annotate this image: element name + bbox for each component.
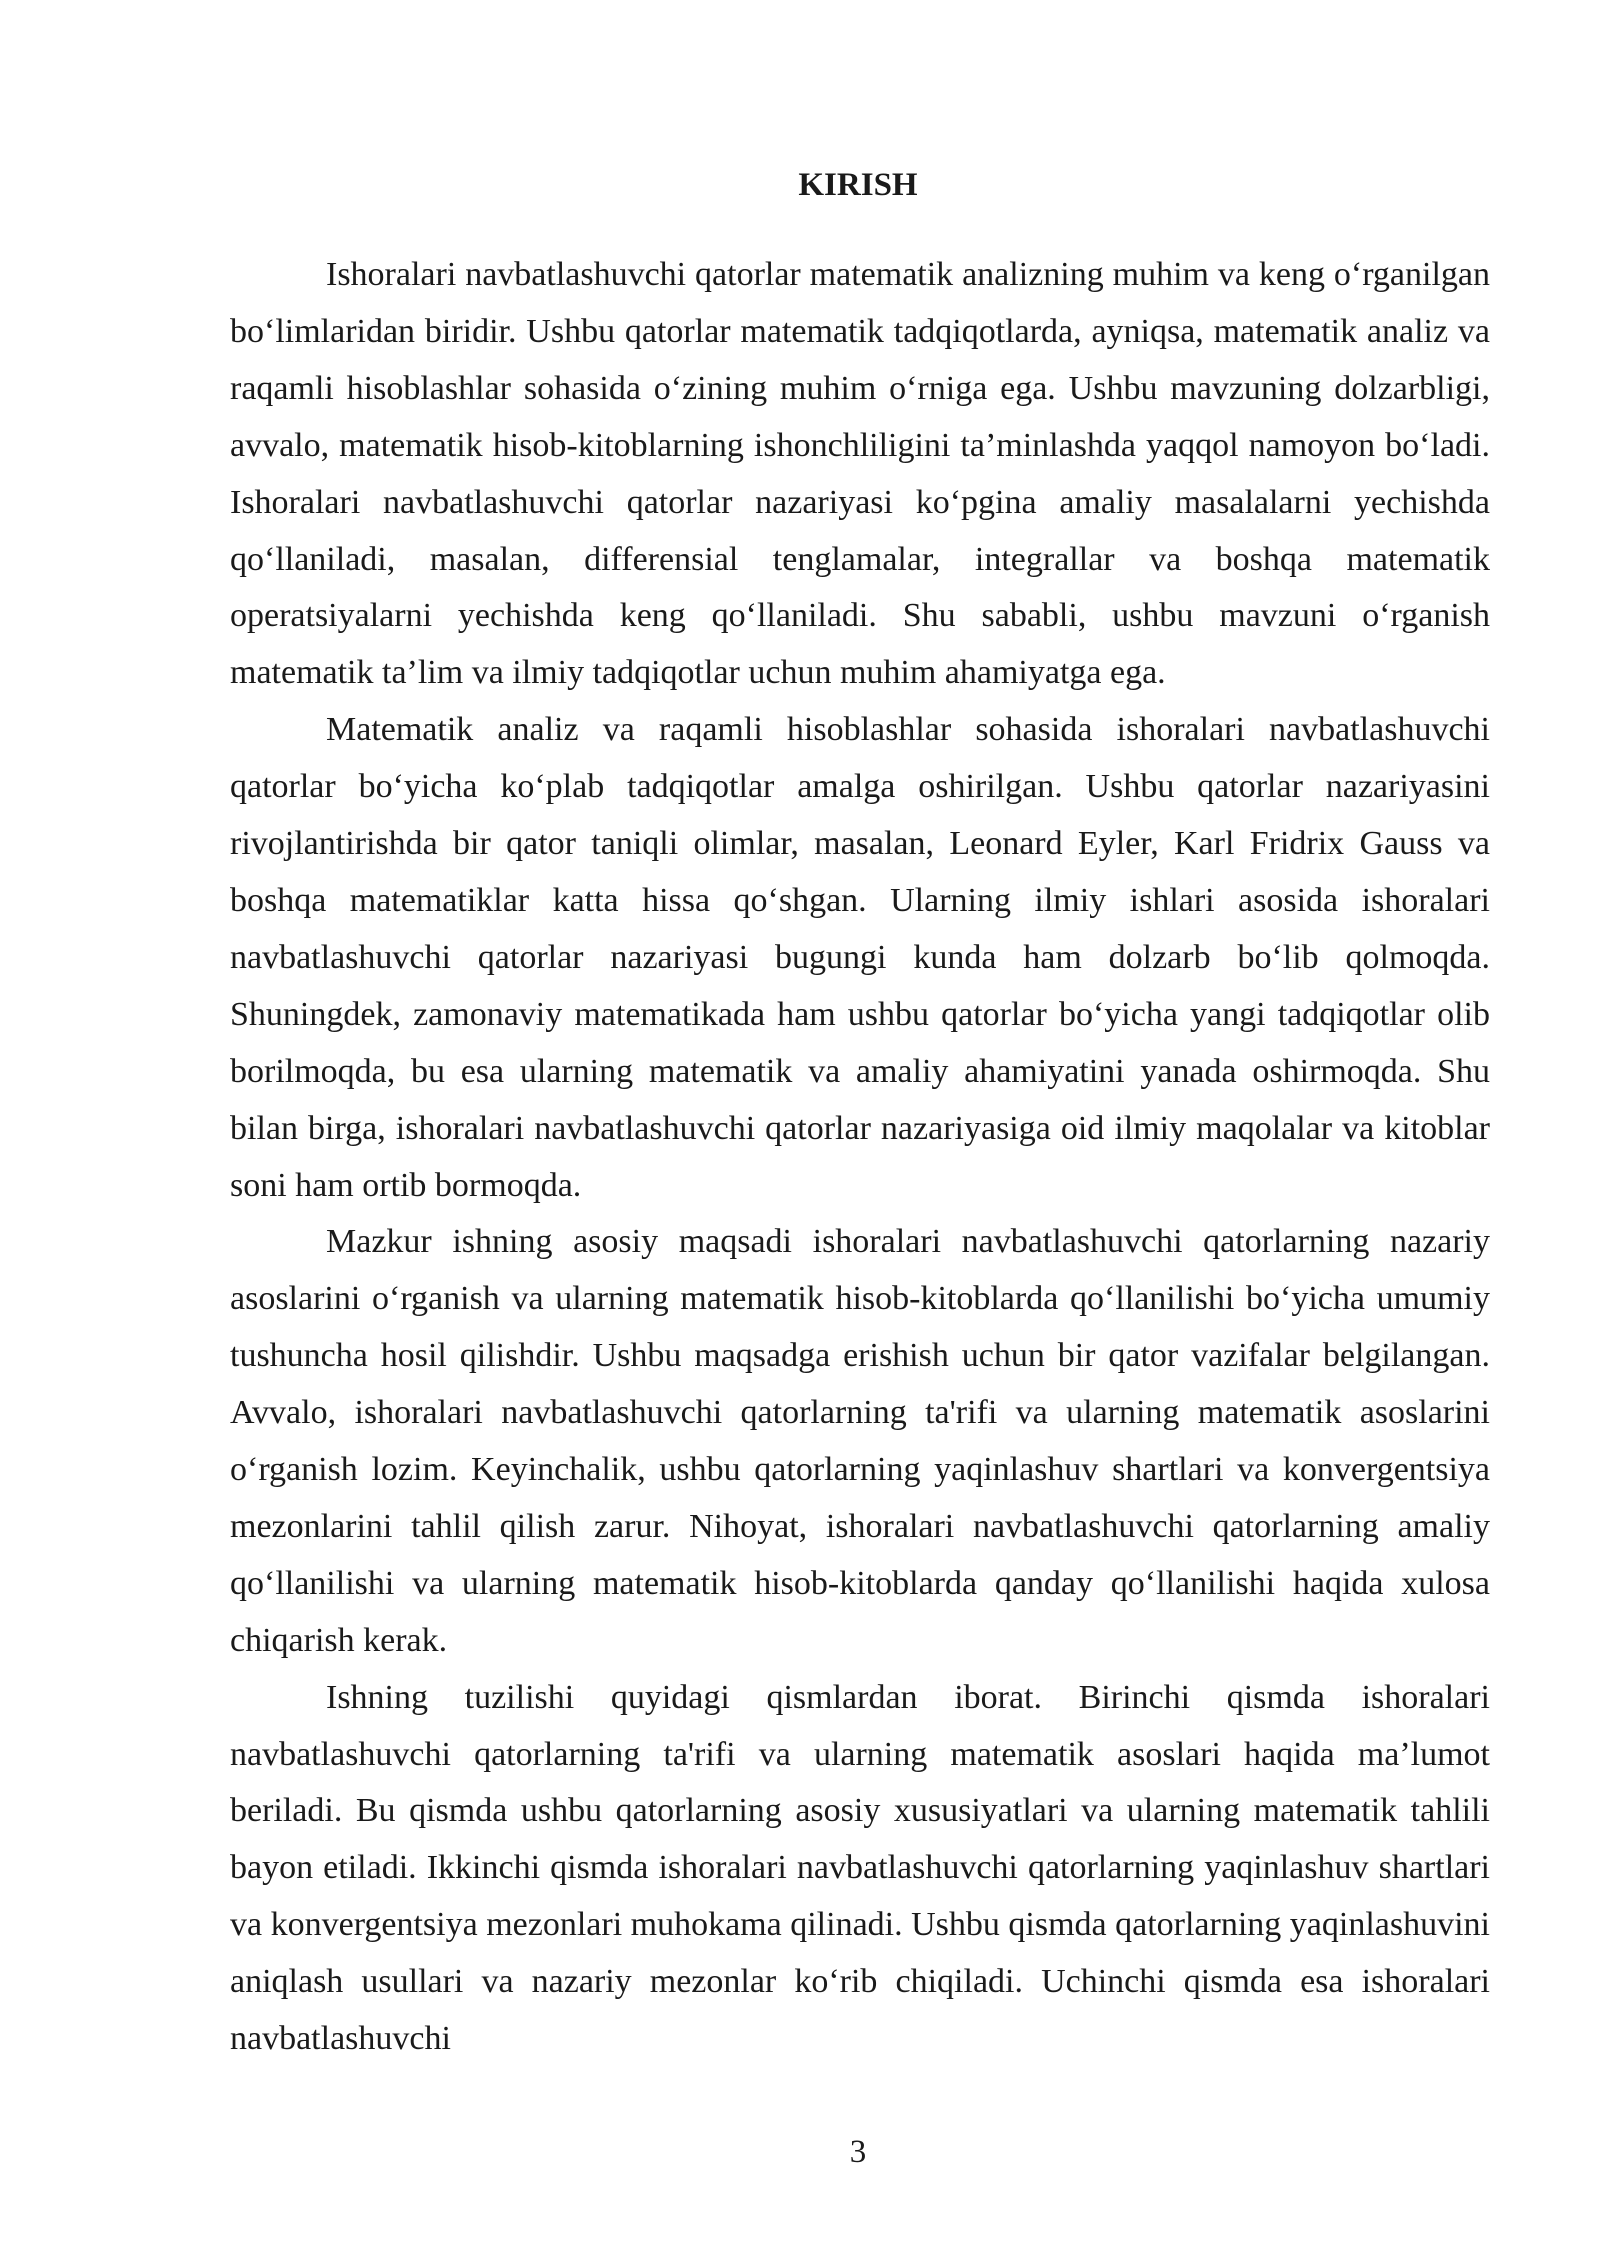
paragraph: Ishning tuzilishi quyidagi qismlardan iborat. Birinchi qismda ishoralari navbatlashuvchi qatorlarning ta'rifi va ularning matematik asoslari haqida ma’lumot beriladi. Bu qismda ushbu qatorlarning asosiy xususiyatlari va ularning matematik tahlili bayon etiladi. Ikkinchi qismda ishoralari navbatlashuvchi qatorlarning yaqinlashuv shartlari va konvergentsiya mezonlari muhokama qilinadi. Ushbu qismda qatorlarning yaqinlashuvini aniqlash usullari va nazariy mezonlar ko‘rib chiqiladi. Uchinchi qismda esa ishoralari navbatlashuvchi xyxy=(230,1678,1490,2058)
paragraph: Ishoralari navbatlashuvchi qatorlar matematik analizning muhim va keng o‘rganilgan bo‘limlaridan biridir. Ushbu qatorlar matematik tadqiqotlarda, ayniqsa, matematik analiz va raqamli hisoblashlar sohasida o‘zining muhim o‘rniga ega. Ushbu mavzuning dolzarbligi, avvalo, matematik hisob-kitoblarning ishonchliligini ta’minlashda yaqqol namoyon bo‘ladi. Ishoralari navbatlashuvchi qatorlar nazariyasi ko‘pgina amaliy masalalarni yechishda qo‘llaniladi, masalan, differensial tenglamalar, integrallar va boshqa matematik operatsiyalarni yechishda keng qo‘llaniladi. Shu sababli, ushbu mavzuni o‘rganish matematik ta’lim va ilmiy tadqiqotlar uchun muhim ahamiyatga ega. xyxy=(230,256,1490,692)
page-number: 3 xyxy=(849,2134,867,2170)
paragraph: Mazkur ishning asosiy maqsadi ishoralari navbatlashuvchi qatorlarning nazariy asoslarini o‘rganish va ularning matematik hisob-kitoblarda qo‘llanilishi bo‘yicha umumiy tushuncha hosil qilishdir. Ushbu maqsadga erishish uchun bir qator vazifalar belgilangan. Avvalo, ishoralari navbatlashuvchi qatorlarning ta'rifi va ularning matematik asoslarini o‘rganish lozim. Keyinchalik, ushbu qatorlarning yaqinlashuv shartlari va konvergentsiya mezonlarini tahlil qilish zarur. Nihoyat, ishoralari navbatlashuvchi qatorlarning amaliy qo‘llanilishi va ularning matematik hisob-kitoblarda qanday qo‘llanilishi haqida xulosa chiqarish kerak. xyxy=(230,1223,1490,1659)
paragraph: Matematik analiz va raqamli hisoblashlar sohasida ishoralari navbatlashuvchi qatorlar bo‘yicha ko‘plab tadqiqotlar amalga oshirilgan. Ushbu qatorlar nazariyasini rivojlantirishda bir qator taniqli olimlar, masalan, Leonard Eyler, Karl Fridrix Gauss va boshqa matematiklar katta hissa qo‘shgan. Ularning ilmiy ishlari asosida ishoralari navbatlashuvchi qatorlar nazariyasi bugungi kunda ham dolzarb bo‘lib qolmoqda. Shuningdek, zamonaviy matematikada ham ushbu qatorlar bo‘yicha yangi tadqiqotlar olib borilmoqda, bu esa ularning matematik va amaliy ahamiyatini yanada oshirmoqda. Shu bilan birga, ishoralari navbatlashuvchi qatorlar nazariyasiga oid ilmiy maqolalar va kitoblar soni ham ortib bormoqda. xyxy=(230,711,1490,1204)
document-body xyxy=(230,247,1490,2068)
page-title: KIRISH xyxy=(798,167,918,203)
